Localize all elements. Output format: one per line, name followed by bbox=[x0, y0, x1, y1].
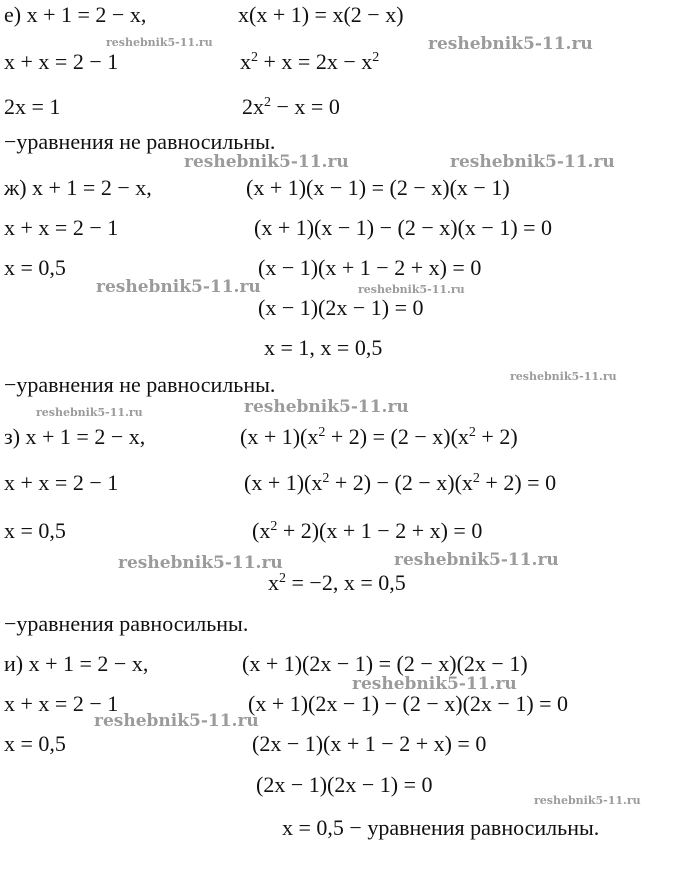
conclusion-zh: −уравнения не равносильны. bbox=[4, 372, 276, 397]
line-zh-4-right: (x − 1)(2x − 1) = 0 bbox=[258, 295, 424, 320]
watermark-text: reshebnik5-11.ru bbox=[428, 34, 593, 54]
watermark-text: reshebnik5-11.ru bbox=[184, 152, 349, 172]
watermark-text: reshebnik5-11.ru bbox=[106, 36, 213, 49]
line-e-1-left: е) x + 1 = 2 − x, bbox=[4, 2, 147, 27]
line-zh-1-left: ж) x + 1 = 2 − x, bbox=[4, 175, 152, 200]
line-i-3-right: (2x − 1)(x + 1 − 2 + x) = 0 bbox=[252, 731, 487, 756]
watermark-text: reshebnik5-11.ru bbox=[450, 152, 615, 172]
watermark-text: reshebnik5-11.ru bbox=[244, 397, 409, 417]
watermark-text: reshebnik5-11.ru bbox=[394, 550, 559, 570]
line-z-3-left: x = 0,5 bbox=[4, 518, 66, 543]
watermark-text: reshebnik5-11.ru bbox=[94, 711, 259, 731]
watermark-text: reshebnik5-11.ru bbox=[352, 674, 517, 694]
line-z-1-left: з) x + 1 = 2 − x, bbox=[4, 424, 146, 449]
line-i-1-right: (x + 1)(2x − 1) = (2 − x)(2x − 1) bbox=[242, 651, 528, 676]
line-e-2-right: $x^2 + x = 2x - x^2$ bbox=[240, 49, 380, 74]
line-zh-2-right: (x + 1)(x − 1) − (2 − x)(x − 1) = 0 bbox=[254, 215, 553, 240]
line-i-4-right: (2x − 1)(2x − 1) = 0 bbox=[256, 772, 433, 797]
line-z-3-right: $(x^2 + 2)(x + 1 - 2 + x) = 0$ bbox=[252, 518, 483, 543]
line-i-1-left: и) x + 1 = 2 − x, bbox=[4, 651, 149, 676]
line-e-3-left: 2x = 1 bbox=[4, 94, 61, 119]
line-z-4-right: $x^2 = -2$, x = 0,5 bbox=[268, 570, 406, 595]
watermark-text: reshebnik5-11.ru bbox=[36, 406, 143, 419]
line-e-2-left: x + x = 2 − 1 bbox=[4, 49, 119, 74]
line-i-2-left: x + x = 2 − 1 bbox=[4, 691, 119, 716]
line-z-1-right: $(x + 1)(x^2 + 2) = (2 - x)(x^2 + 2)$ bbox=[240, 424, 518, 449]
line-zh-3-left: x = 0,5 bbox=[4, 255, 66, 280]
watermark-text: reshebnik5-11.ru bbox=[510, 370, 617, 383]
line-zh-2-left: x + x = 2 − 1 bbox=[4, 215, 119, 240]
watermark-text: reshebnik5-11.ru bbox=[118, 553, 283, 573]
conclusion-e: −уравнения не равносильны. bbox=[4, 129, 276, 154]
watermark-text: reshebnik5-11.ru bbox=[534, 794, 641, 807]
line-e-1-right: x(x + 1) = x(2 − x) bbox=[238, 2, 404, 27]
line-zh-5-right: x = 1, x = 0,5 bbox=[264, 335, 383, 360]
line-zh-1-right: (x + 1)(x − 1) = (2 − x)(x − 1) bbox=[246, 175, 510, 200]
line-i-2-right: (x + 1)(2x − 1) − (2 − x)(2x − 1) = 0 bbox=[248, 691, 569, 716]
line-e-3-right: $2x^2 - x = 0$ bbox=[242, 94, 340, 119]
line-z-2-left: x + x = 2 − 1 bbox=[4, 470, 119, 495]
conclusion-z: −уравнения равносильны. bbox=[4, 611, 249, 636]
line-z-2-right: $(x + 1)(x^2 + 2) - (2 - x)(x^2 + 2) = 0$ bbox=[244, 470, 557, 495]
watermark-text: reshebnik5-11.ru bbox=[96, 277, 261, 297]
line-i-3-left: x = 0,5 bbox=[4, 731, 66, 756]
line-i-5-right: x = 0,5 − уравнения равносильны. bbox=[282, 815, 600, 840]
watermark-text: reshebnik5-11.ru bbox=[358, 283, 465, 296]
line-zh-3-right: (x − 1)(x + 1 − 2 + x) = 0 bbox=[258, 255, 482, 280]
